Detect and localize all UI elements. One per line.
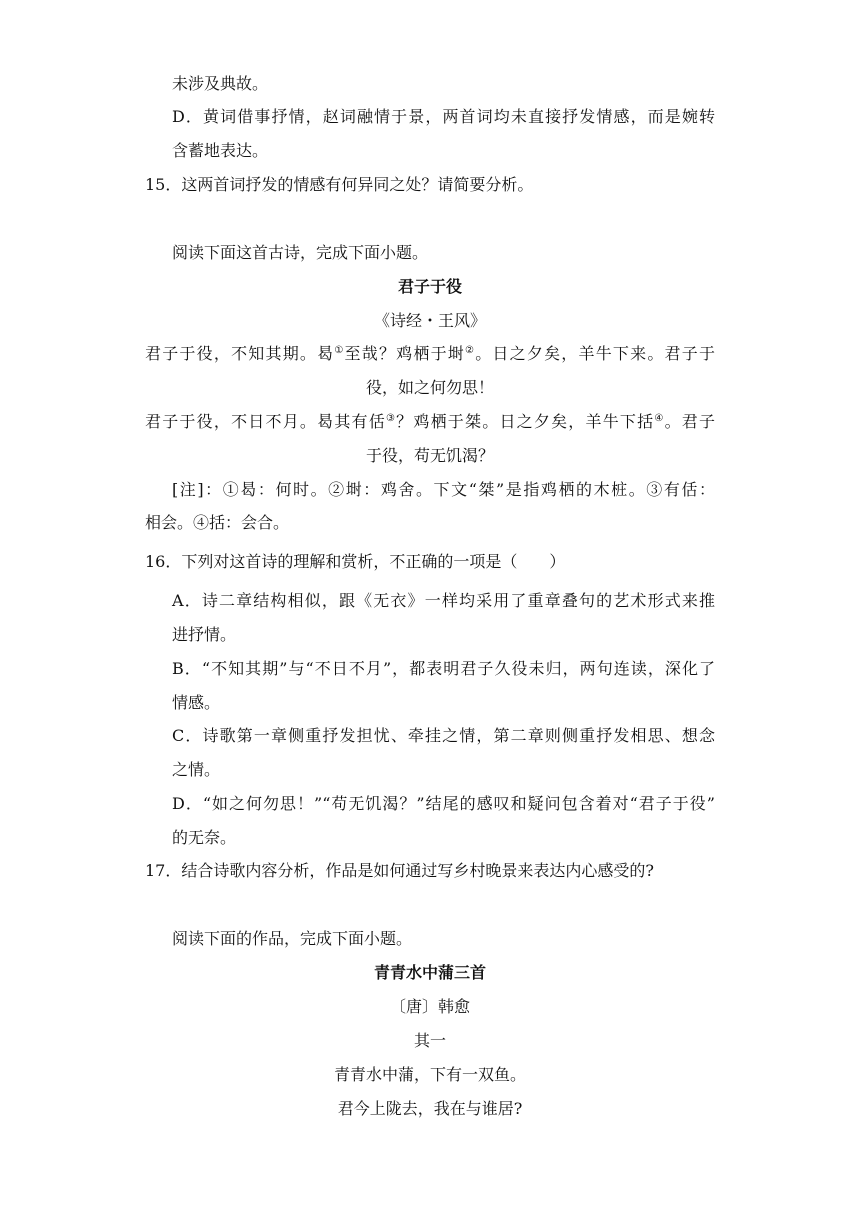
poem1-s1-text-a: 君子于役，不知其期。曷 xyxy=(145,344,335,363)
poem1-s1-text-b: 至哉？鸡栖于埘 xyxy=(344,344,466,363)
poem1-note-line1: [注]：①曷：何时。②埘：鸡舍。下文“桀”是指鸡栖的木桩。③有佸： xyxy=(172,480,715,499)
poem2-intro: 阅读下面的作品，完成下面小题。 xyxy=(172,929,413,948)
q16-option-d-line2: 的无奈。 xyxy=(172,828,237,847)
poem1-title: 君子于役 xyxy=(397,277,462,296)
footnote-3-marker: ③ xyxy=(385,413,397,424)
poem1-intro: 阅读下面这首古诗，完成下面小题。 xyxy=(172,243,429,262)
q16-option-b-line1: B．“不知其期”与“不日不月”，都表明君子久役未归，两句连读，深化了 xyxy=(172,659,715,678)
q16-option-a-line2: 进抒情。 xyxy=(172,625,237,644)
question-15: 15．这两首词抒发的情感有何异同之处？请简要分析。 xyxy=(145,175,534,194)
option-c-continuation: 未涉及典故。 xyxy=(172,74,269,93)
q16-option-c-line1: C．诗歌第一章侧重抒发担忧、牵挂之情，第二章则侧重抒发相思、想念 xyxy=(172,726,715,745)
poem2-line1: 青青水中蒲，下有一双鱼。 xyxy=(333,1065,526,1084)
footnote-1-marker: ① xyxy=(334,345,345,356)
question-17: 17．结合诗歌内容分析，作品是如何通过写乡村晚景来表达内心感受的? xyxy=(145,861,654,880)
option-d-line2: 含蓄地表达。 xyxy=(172,141,269,160)
poem2-title: 青青水中蒲三首 xyxy=(373,963,486,982)
q16-option-b-line2: 情感。 xyxy=(172,693,221,712)
poem2-line2: 君今上陇去，我在与谁居? xyxy=(337,1099,523,1118)
poem1-stanza1-line1 xyxy=(145,342,715,366)
poem1-s2-text-c: 。君子 xyxy=(664,412,715,431)
poem1-note-line2: 相会。④括：会合。 xyxy=(145,513,290,532)
poem1-s2-text-a: 君子于役，不日不月。曷其有佸 xyxy=(145,412,386,431)
poem2-author: 〔唐〕韩愈 xyxy=(389,997,470,1016)
footnote-4-marker: ④ xyxy=(654,413,665,424)
poem1-stanza2-line2: 于役，苟无饥渴？ xyxy=(365,446,494,465)
q16-option-a-line1: A．诗二章结构相似，跟《无衣》一样均采用了重章叠句的艺术形式来推 xyxy=(172,591,715,610)
poem1-s1-text-c: 。日之夕矣，羊牛下来。君子于 xyxy=(475,344,715,363)
q16-option-d-line1: D．“如之何勿思！”“苟无饥渴？”结尾的感叹和疑问包含着对“君子于役” xyxy=(172,794,715,813)
poem2-part-heading: 其一 xyxy=(413,1031,446,1050)
poem1-source: 《诗经・王风》 xyxy=(373,311,486,330)
poem1-stanza1-line2: 役，如之何勿思！ xyxy=(365,378,494,397)
option-d-line1: D．黄词借事抒情，赵词融情于景，两首词均未直接抒发情感，而是婉转 xyxy=(172,107,715,126)
footnote-2-marker: ② xyxy=(465,345,476,356)
poem1-s2-text-b: ？鸡栖于桀。日之夕矣，羊牛下括 xyxy=(396,412,655,431)
question-16: 16．下列对这首诗的理解和赏析，不正确的一项是（ ） xyxy=(145,552,566,571)
q16-option-c-line2: 之情。 xyxy=(172,760,221,779)
poem1-stanza2-line1 xyxy=(145,410,715,434)
